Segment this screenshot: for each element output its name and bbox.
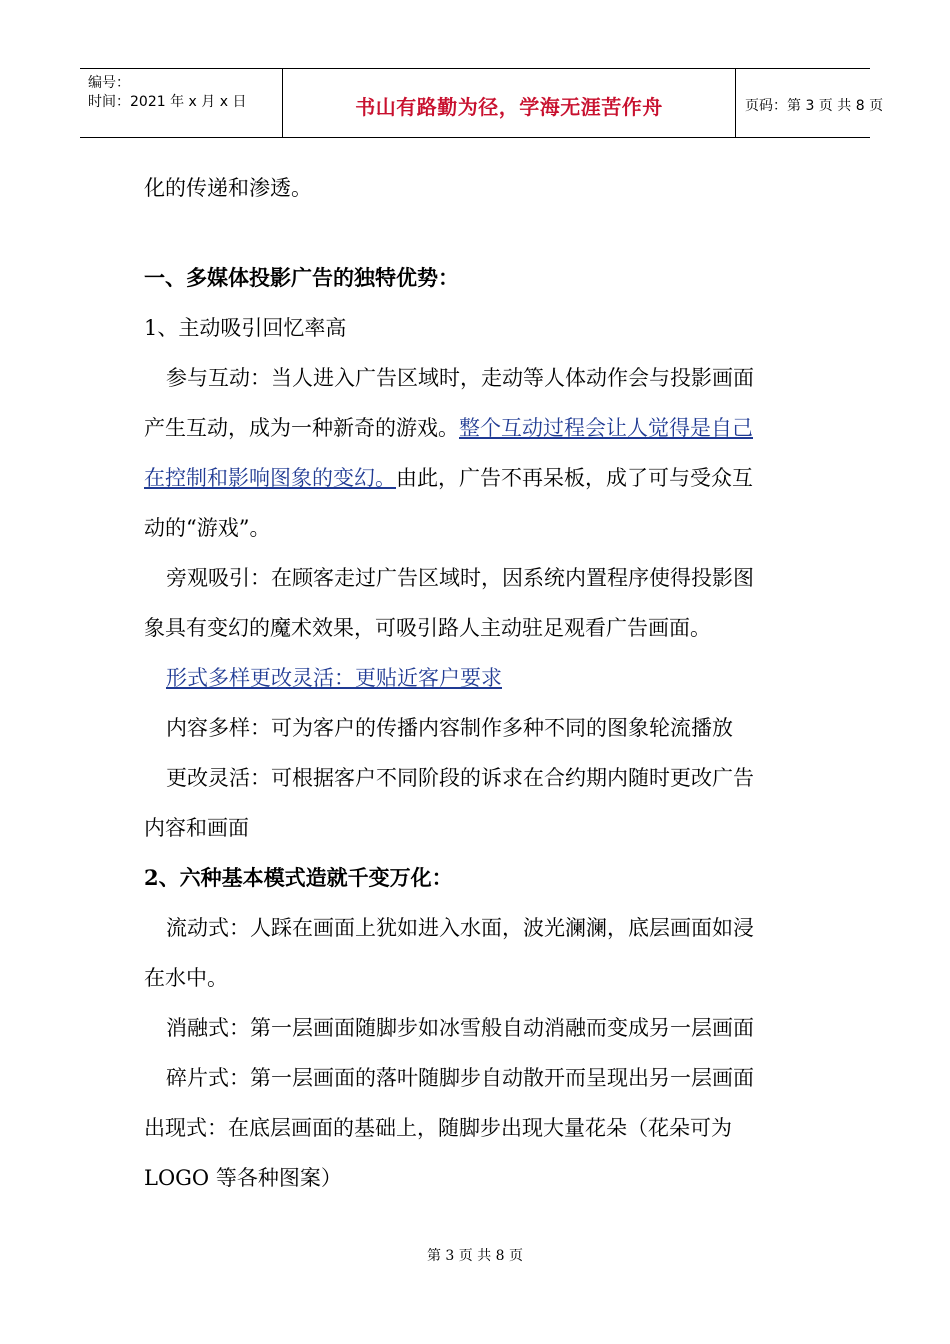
date-label: 时间：2021 年 x 月 x 日 [88, 94, 247, 110]
paragraph-line: 消融式：第一层画面随脚步如冰雪般自动消融而变成另一层画面 [166, 1016, 754, 1040]
text-span: 由此，广告不再呆板，成了可与受众互 [396, 466, 753, 490]
header-motto-cell [282, 69, 736, 137]
paragraph-line: 更改灵活：可根据客户不同阶段的诉求在合约期内随时更改广告 [166, 766, 754, 790]
number-label: 编号： [88, 75, 130, 91]
paragraph-line: 内容和画面 [144, 816, 249, 840]
paragraph-line: 参与互动：当人进入广告区域时，走动等人体动作会与投影画面 [166, 366, 754, 390]
subsection-heading: 1、主动吸引回忆率高 [144, 316, 347, 340]
header-page-cell [735, 69, 884, 137]
paragraph-line: 象具有变幻的魔术效果，可吸引路人主动驻足观看广告画面。 [144, 616, 711, 640]
paragraph-line [144, 453, 824, 503]
paragraph-line: 在水中。 [144, 966, 228, 990]
section-heading: 一、多媒体投影广告的独特优势： [144, 265, 459, 290]
paragraph-line: 化的传递和渗透。 [144, 176, 312, 200]
page-code: 页码：第 3 页 共 8 页 [745, 98, 884, 114]
text-span: 产生互动，成为一种新奇的游戏。 [144, 416, 459, 440]
page-header [80, 68, 884, 138]
header-info-cell [80, 69, 282, 137]
paragraph-line: 内容多样：可为客户的传播内容制作多种不同的图象轮流播放 [166, 716, 733, 740]
paragraph-line: 动的“游戏”。 [144, 516, 271, 540]
paragraph-line: 流动式：人踩在画面上犹如进入水面，波光澜澜，底层画面如浸 [166, 916, 754, 940]
subsection-heading: 2、六种基本模式造就千变万化： [144, 865, 453, 890]
paragraph-line [144, 653, 824, 703]
paragraph-line [144, 403, 824, 453]
motto: 书山有路勤为径，学海无涯苦作舟 [355, 95, 663, 119]
document-body [144, 163, 824, 1203]
hyperlink[interactable]: 形式多样更改灵活：更贴近客户要求 [166, 666, 502, 690]
paragraph-line: 旁观吸引：在顾客走过广告区域时，因系统内置程序使得投影图 [166, 566, 754, 590]
paragraph-line: 碎片式：第一层画面的落叶随脚步自动散开而呈现出另一层画面 [166, 1066, 754, 1090]
paragraph-line: 出现式：在底层画面的基础上，随脚步出现大量花朵（花朵可为 [144, 1116, 732, 1140]
paragraph-line: LOGO 等各种图案） [144, 1166, 342, 1190]
hyperlink[interactable]: 在控制和影响图象的变幻。 [144, 466, 396, 490]
hyperlink[interactable]: 整个互动过程会让人觉得是自己 [459, 416, 753, 440]
page-footer: 第 3 页 共 8 页 [426, 1248, 524, 1264]
